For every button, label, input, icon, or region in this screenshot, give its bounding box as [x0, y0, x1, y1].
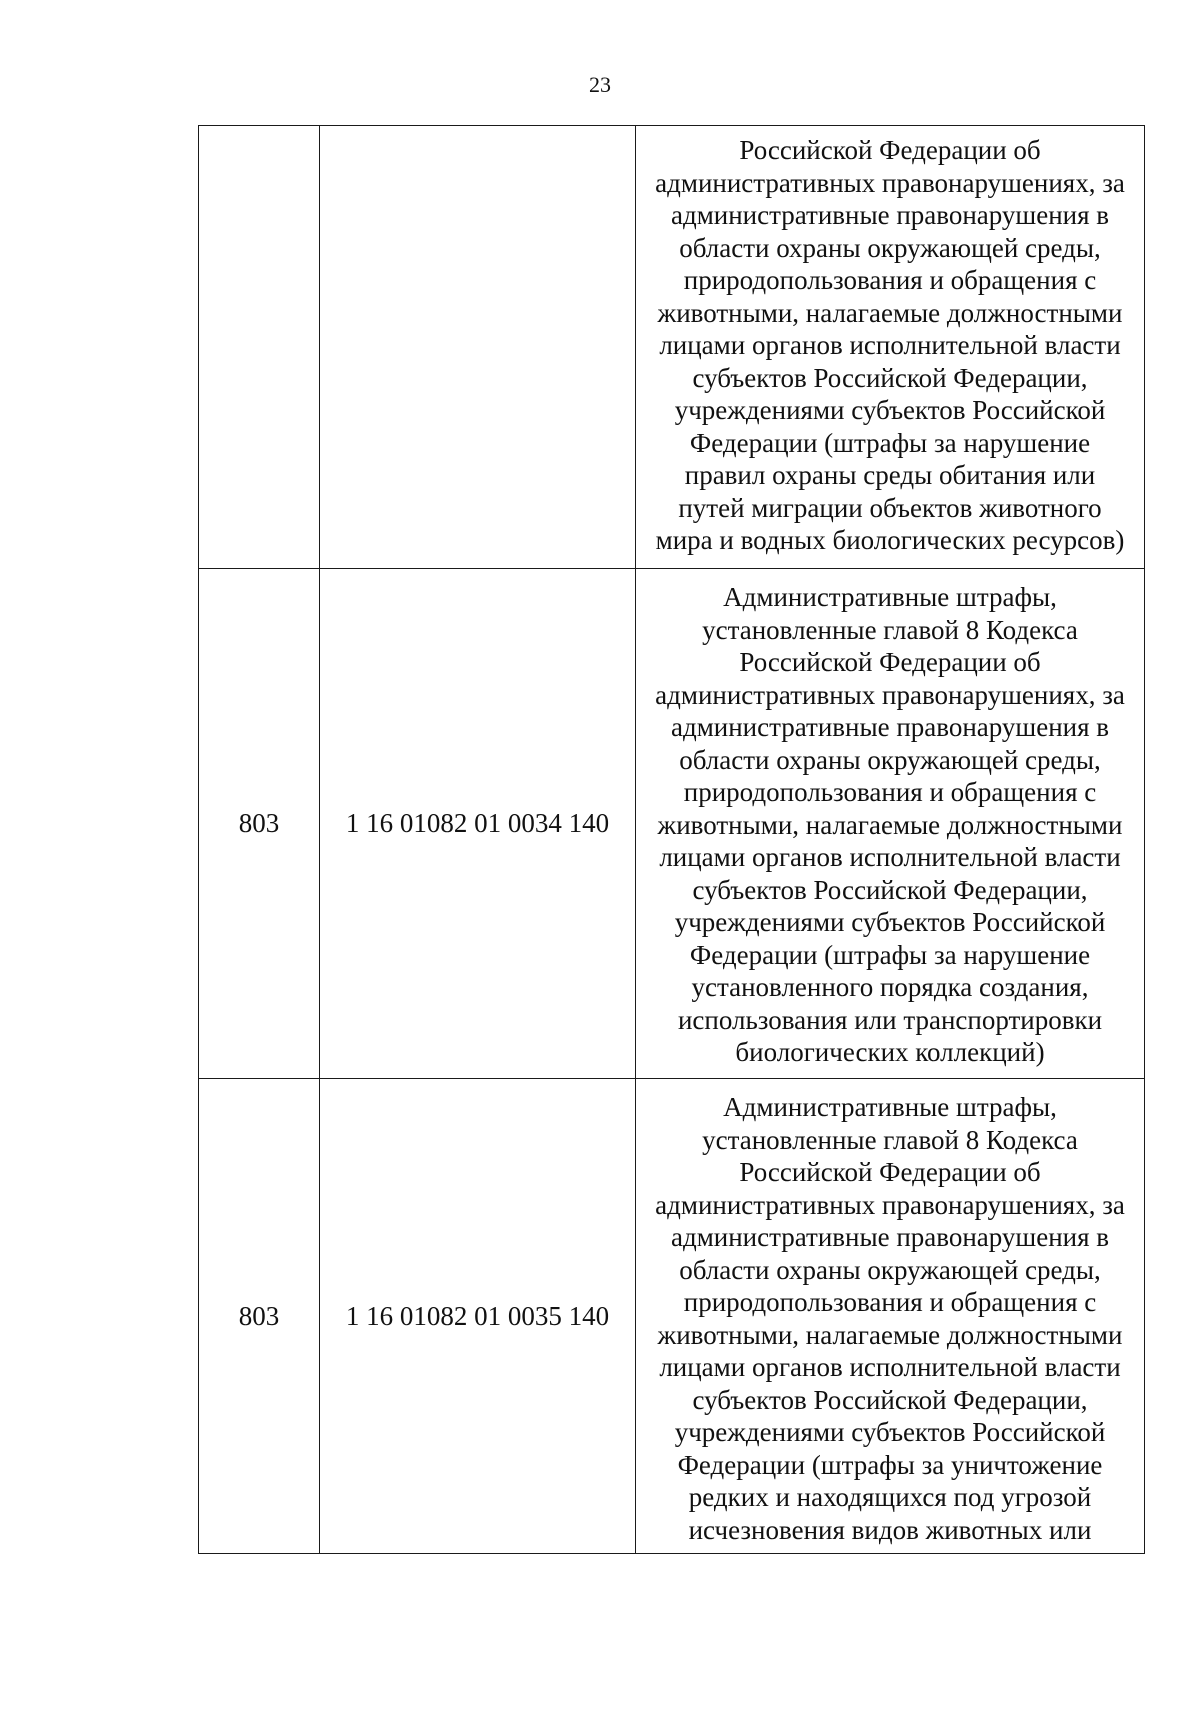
description-line: субъектов Российской Федерации, [692, 1384, 1088, 1415]
description-line: исчезновения видов животных или [688, 1514, 1092, 1545]
table-row [199, 126, 1145, 569]
description-line: области охраны окружающей среды, [679, 744, 1101, 775]
admin-code-cell: 803 [199, 1079, 320, 1554]
description-line: редких и находящихся под угрозой [688, 1482, 1092, 1512]
description-line: Российской Федерации об [739, 135, 1041, 165]
kbk-code-cell: 1 16 01082 01 0034 140 [320, 569, 636, 1079]
description-line: субъектов Российской Федерации, [692, 362, 1088, 393]
description-line: области охраны окружающей среды, [679, 232, 1101, 263]
description-line: животными, налагаемые должностными [657, 297, 1123, 328]
admin-code-cell: 803 [199, 569, 320, 1079]
kbk-code-cell: 1 16 01082 01 0035 140 [320, 1079, 636, 1554]
description-line: области охраны окружающей среды, [679, 1254, 1101, 1285]
description-line: мира и водных биологических ресурсов) [655, 525, 1125, 555]
description-line: Федерации (штрафы за уничтожение [677, 1449, 1103, 1480]
description-line: административных правонарушениях, за [655, 167, 1125, 198]
budget-codes-table [198, 125, 1145, 1554]
description-cell [636, 126, 1145, 569]
description-line: Российской Федерации об [739, 1157, 1041, 1187]
table-row [199, 569, 1145, 1079]
description-line: Федерации (штрафы за нарушение [689, 427, 1091, 458]
description-line: Российской Федерации об [739, 647, 1041, 677]
table-row [199, 1079, 1145, 1554]
description-cell [636, 1079, 1145, 1554]
description-line: учреждениями субъектов Российской [674, 395, 1106, 425]
description-line: Федерации (штрафы за нарушение [689, 939, 1091, 970]
description-line: животными, налагаемые должностными [657, 1319, 1123, 1350]
description-line: природопользования и обращения с [683, 777, 1097, 807]
description-line: Административные штрафы, [723, 1092, 1057, 1122]
description-line: учреждениями субъектов Российской [674, 907, 1106, 937]
admin-code-cell [199, 126, 320, 569]
description-line: административных правонарушениях, за [655, 1189, 1125, 1220]
description-line: установленного порядка создания, [691, 972, 1089, 1002]
page-number: 23 [589, 72, 611, 97]
description-line: лицами органов исполнительной власти [659, 330, 1121, 360]
description-line: животными, налагаемые должностными [657, 809, 1123, 840]
description-line: природопользования и обращения с [683, 265, 1097, 295]
description-line: Административные штрафы, [723, 582, 1057, 612]
description-line: субъектов Российской Федерации, [692, 874, 1088, 905]
description-line: использования или транспортировки [677, 1004, 1103, 1035]
description-line: административные правонарушения в [670, 1222, 1110, 1252]
description-line: административные правонарушения в [670, 712, 1110, 742]
description-line: биологических коллекций) [735, 1037, 1045, 1067]
description-line: установленные главой 8 Кодекса [702, 614, 1078, 645]
description-line: путей миграции объектов животного [678, 492, 1102, 523]
description-line: природопользования и обращения с [683, 1287, 1097, 1317]
description-line: установленные главой 8 Кодекса [702, 1124, 1078, 1155]
kbk-code-cell [320, 126, 636, 569]
description-line: учреждениями субъектов Российской [674, 1417, 1106, 1447]
description-line: лицами органов исполнительной власти [659, 1352, 1121, 1382]
description-cell [636, 569, 1145, 1079]
description-line: административные правонарушения в [670, 200, 1110, 230]
description-line: лицами органов исполнительной власти [659, 842, 1121, 872]
description-line: административных правонарушениях, за [655, 679, 1125, 710]
description-line: правил охраны среды обитания или [684, 460, 1096, 490]
